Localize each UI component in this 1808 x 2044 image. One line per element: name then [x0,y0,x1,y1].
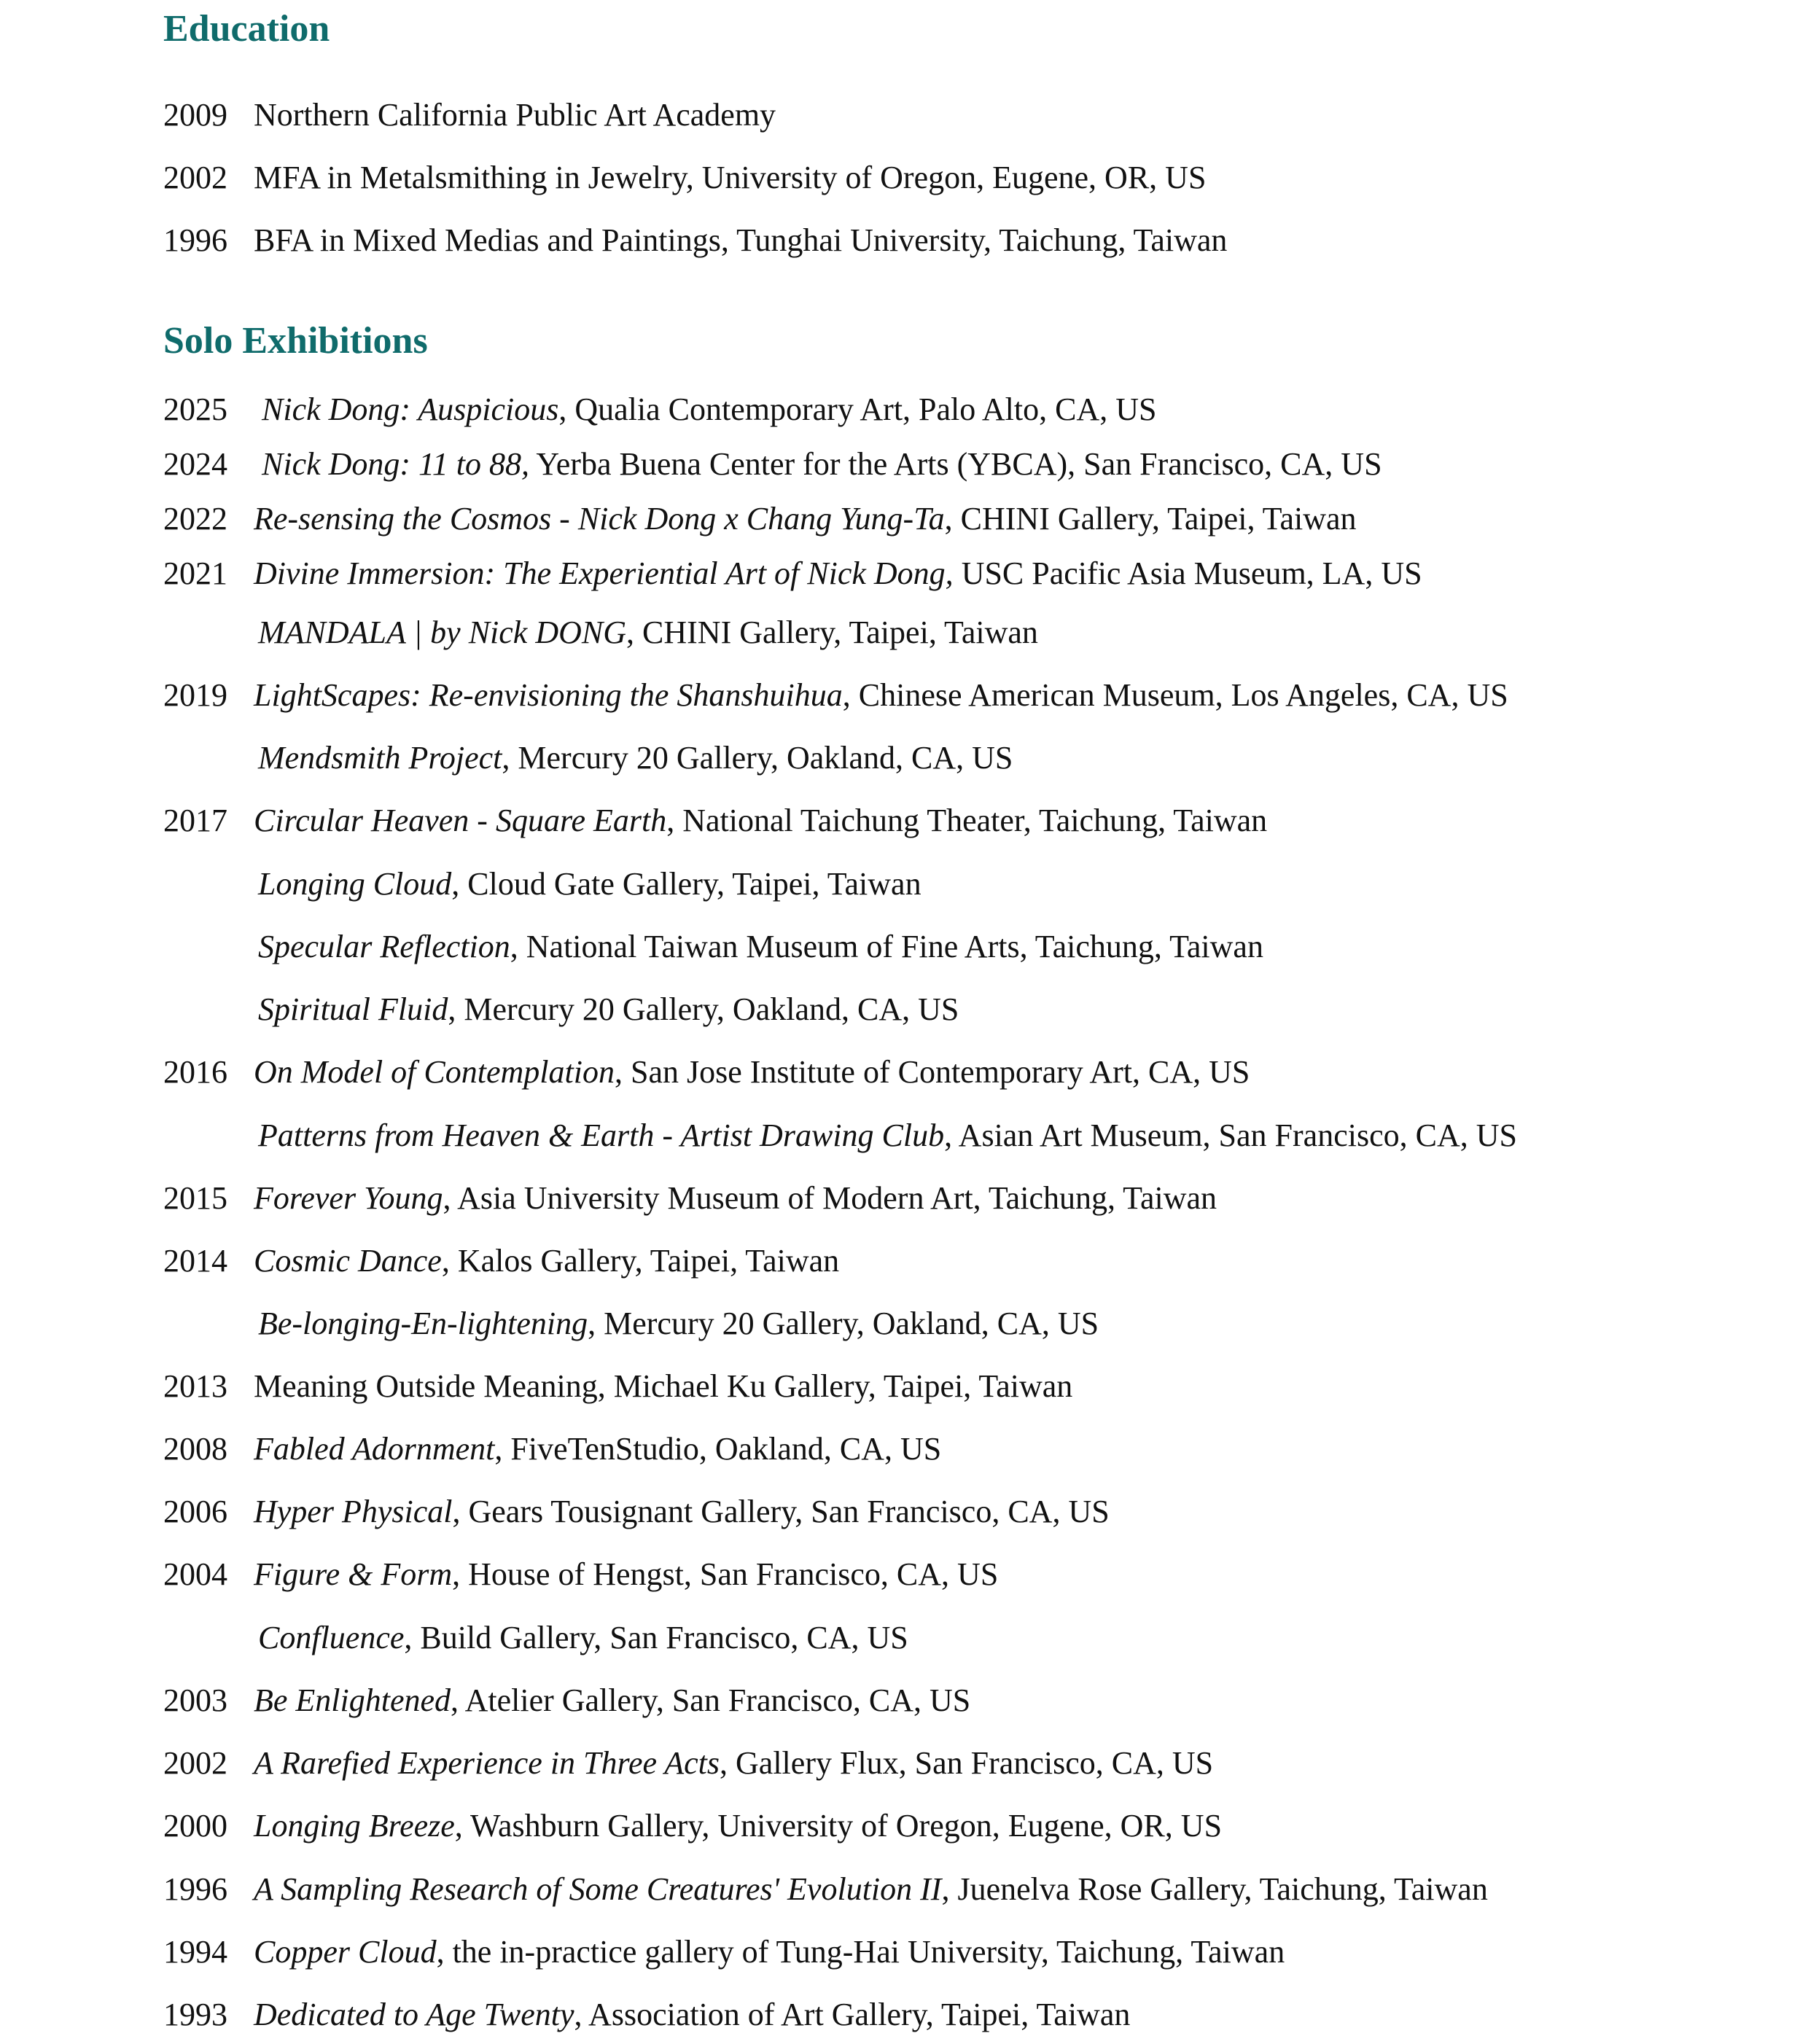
exhibition-venue: Yerba Buena Center for the Arts (YBCA), San Francisco, CA, US [529,446,1382,482]
exhibition-year: 2000 [163,1808,227,1844]
exhibition-entry [254,1868,1488,1911]
exhibition-year: 2003 [163,1682,227,1718]
exhibition-title: Forever Young [254,1180,443,1216]
exhibition-year: 2017 [163,803,227,838]
exhibition-venue: , Mercury 20 Gallery, Oakland, CA, US [588,1306,1099,1341]
exhibition-title: Longing Breeze [254,1808,455,1844]
exhibition-title: Circular Heaven - Square Earth [254,803,667,838]
exhibition-title: Fabled Adornment [254,1431,495,1467]
exhibition-entry [258,1616,908,1660]
exhibition-title: Patterns from Heaven & Earth - Artist Drawing Club [258,1117,945,1153]
exhibition-venue: , Asian Art Museum, San Francisco, CA, US [944,1117,1517,1153]
exhibition-title: LightScapes: Re-envisioning the Shanshuihua [254,677,843,713]
exhibition-entry [254,1993,1130,2037]
exhibition-venue: , FiveTenStudio, Oakland, CA, US [494,1431,942,1467]
exhibition-title: Figure & Form [254,1556,453,1592]
exhibition-year: 2019 [163,677,227,713]
exhibition-title: A Rarefied Experience in Three Acts [254,1745,720,1781]
exhibition-venue: , CHINI Gallery, Taipei, Taiwan [944,501,1357,537]
exhibition-title: Cosmic Dance [254,1243,442,1279]
exhibition-title: Longing Cloud [258,866,452,902]
exhibition-venue: Meaning Outside Meaning, Michael Ku Gallery, Taipei, Taiwan [254,1368,1073,1404]
exhibition-entry [254,1427,941,1471]
exhibition-year: 2013 [163,1368,227,1404]
exhibition-year: 2022 [163,501,227,537]
exhibition-venue: , National Taichung Theater, Taichung, Taiwan [666,803,1268,838]
exhibition-entry [254,1804,1222,1848]
exhibition-entry [258,988,959,1031]
exhibition-year: 2015 [163,1180,227,1216]
exhibition-entry [254,497,1357,541]
exhibition-venue: , Qualia Contemporary Art, Palo Alto, CA, US [558,391,1157,427]
exhibition-venue: , National Taiwan Museum of Fine Arts, Taichung, Taiwan [510,929,1263,964]
education-entry [254,93,776,137]
exhibition-entry [258,1302,1099,1346]
exhibition-venue: USC Pacific Asia Museum, LA, US [953,555,1422,591]
education-entry [254,219,1227,262]
exhibition-entry [254,1679,970,1723]
exhibition-venue: , Washburn Gallery, University of Oregon, Eugene, OR, US [454,1808,1223,1844]
education-heading: Education [163,8,330,50]
exhibition-entry [258,736,1013,780]
exhibition-title: Nick Dong: Auspicious [254,391,559,427]
exhibition-year: 1994 [163,1934,227,1970]
exhibition-title: Be-longing-En-lightening [258,1306,588,1341]
exhibition-venue: , House of Hengst, San Francisco, CA, US [452,1556,999,1592]
exhibition-title: Mendsmith Project [258,740,502,776]
exhibition-year: 2016 [163,1054,227,1090]
exhibition-entry [258,611,1038,655]
exhibition-venue: , Atelier Gallery, San Francisco, CA, US [451,1682,971,1718]
education-detail: BFA in Mixed Medias and Paintings, Tunghai University, Taichung, Taiwan [254,222,1228,258]
exhibition-year: 2024 [163,446,227,482]
exhibition-venue: , CHINI Gallery, Taipei, Taiwan [626,615,1038,650]
exhibition-year: 2014 [163,1243,227,1279]
exhibition-entry [254,388,1156,432]
exhibition-year: 2025 [163,391,227,427]
exhibition-title: Specular Reflection [258,929,510,964]
exhibition-entry [254,552,1422,596]
exhibition-title: Copper Cloud [254,1934,437,1970]
exhibition-entry [254,799,1267,843]
solo-exhibitions-heading: Solo Exhibitions [163,320,428,362]
exhibition-venue: , Asia University Museum of Modern Art, Taichung, Taiwan [443,1180,1217,1216]
exhibition-year: 2004 [163,1556,227,1592]
exhibition-year: 2002 [163,1745,227,1781]
exhibition-entry [254,1930,1285,1974]
exhibition-entry [254,1177,1217,1220]
exhibition-year: 1993 [163,1997,227,2032]
exhibition-venue: , Gears Tousignant Gallery, San Francisco, CA, US [452,1494,1110,1529]
exhibition-year: 1996 [163,1871,227,1907]
exhibition-entry [258,1114,1517,1158]
exhibition-venue: , Association of Art Gallery, Taipei, Taiwan [574,1997,1131,2032]
exhibition-entry [254,1741,1213,1785]
education-detail: MFA in Metalsmithing in Jewelry, University of Oregon, Eugene, OR, US [254,160,1207,195]
exhibition-entry [254,1050,1250,1094]
education-detail: Northern California Public Art Academy [254,97,776,133]
exhibition-venue: , San Jose Institute of Contemporary Art, CA, US [614,1054,1250,1090]
exhibition-year: 2006 [163,1494,227,1529]
exhibition-title: MANDALA | by Nick DONG [258,615,627,650]
exhibition-year: 2021 [163,555,227,591]
exhibition-title: Nick Dong: 11 to 88, [254,446,530,482]
exhibition-entry [258,925,1263,969]
exhibition-year: 2008 [163,1431,227,1467]
exhibition-title: Confluence [258,1620,405,1655]
exhibition-entry [254,442,1382,486]
exhibition-venue: , Gallery Flux, San Francisco, CA, US [720,1745,1214,1781]
exhibition-entry [254,1365,1072,1408]
exhibition-venue: , Kalos Gallery, Taipei, Taiwan [441,1243,840,1279]
exhibition-title: On Model of Contemplation [254,1054,615,1090]
education-year: 2002 [163,160,227,195]
exhibition-title: Be Enlightened [254,1682,451,1718]
exhibition-venue: , the in-practice gallery of Tung-Hai University, Taichung, Taiwan [436,1934,1285,1970]
exhibition-title: Dedicated to Age Twenty [254,1997,574,2032]
exhibition-title: Spiritual Fluid [258,991,448,1027]
exhibition-title: Divine Immersion: The Experiential Art of Nick Dong, [254,555,954,591]
exhibition-venue: , Cloud Gate Gallery, Taipei, Taiwan [451,866,921,902]
education-year: 2009 [163,97,227,133]
exhibition-venue: , Build Gallery, San Francisco, CA, US [404,1620,908,1655]
exhibition-title: A Sampling Research of Some Creatures' Evolution II [254,1871,942,1907]
education-entry [254,156,1206,200]
exhibition-entry [258,862,921,906]
exhibition-venue: , Juenelva Rose Gallery, Taichung, Taiwan [941,1871,1488,1907]
exhibition-entry [254,1239,839,1283]
exhibition-venue: , Chinese American Museum, Los Angeles, CA, US [842,677,1508,713]
exhibition-title: Hyper Physical [254,1494,453,1529]
exhibition-entry [254,674,1508,717]
exhibition-entry [254,1553,998,1596]
exhibition-title: Re-sensing the Cosmos - Nick Dong x Chang Yung-Ta [254,501,945,537]
exhibition-venue: , Mercury 20 Gallery, Oakland, CA, US [502,740,1013,776]
education-year: 1996 [163,222,227,258]
exhibition-entry [254,1490,1110,1534]
exhibition-venue: , Mercury 20 Gallery, Oakland, CA, US [448,991,959,1027]
